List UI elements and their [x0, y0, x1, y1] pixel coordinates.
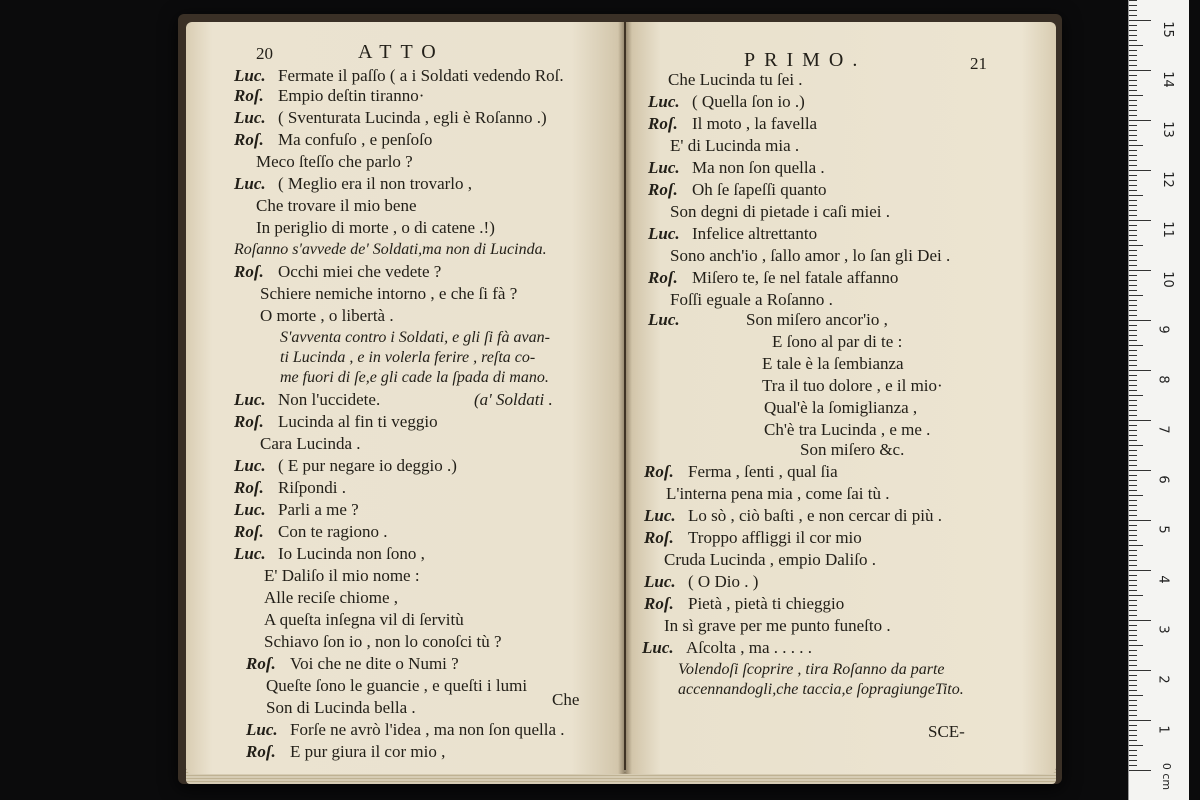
dialogue-line: E ſono al par di te : — [772, 332, 903, 351]
left-page — [186, 22, 624, 774]
ruler-tick — [1129, 560, 1137, 561]
ruler-tick — [1129, 565, 1137, 566]
ruler-tick — [1129, 320, 1151, 321]
ruler-label: 1 — [1155, 725, 1171, 734]
measurement-ruler — [1128, 0, 1189, 800]
ruler-tick — [1129, 180, 1137, 181]
catchword: Che — [552, 690, 580, 709]
dialogue-line: E pur giura il cor mio , — [290, 742, 446, 761]
ruler-tick — [1129, 590, 1137, 591]
ruler-tick — [1129, 200, 1137, 201]
dialogue-line: Meco ſteſſo che parlo ? — [256, 152, 413, 171]
ruler-label: 14 — [1159, 71, 1175, 88]
ruler-tick — [1129, 270, 1151, 271]
stage-direction: Volendoſi ſcoprire , tira Roſanno da parte — [678, 661, 945, 678]
dialogue-line: ( E pur negare io deggio .) — [278, 456, 457, 475]
ruler-tick — [1129, 685, 1137, 686]
dialogue-line: Aſcolta , ma . . . . . — [686, 638, 813, 657]
ruler-tick — [1129, 435, 1137, 436]
ruler-tick — [1129, 765, 1137, 766]
ruler-tick — [1129, 455, 1137, 456]
ruler-tick — [1129, 60, 1137, 61]
ruler-tick — [1129, 65, 1137, 66]
ruler-label: 0 cm — [1160, 762, 1174, 791]
ruler-tick — [1129, 405, 1137, 406]
speaker-label: Roſ. — [644, 528, 674, 547]
dialogue-line: Con te ragiono . — [278, 522, 388, 541]
ruler-tick — [1129, 445, 1143, 446]
ruler-tick — [1129, 440, 1137, 441]
ruler-tick — [1129, 210, 1137, 211]
ruler-tick — [1129, 730, 1137, 731]
dialogue-line: E tale è la ſembianza — [762, 354, 904, 373]
ruler-tick — [1129, 515, 1137, 516]
dialogue-line: Io Lucinda non ſono , — [278, 544, 425, 563]
ruler-tick — [1129, 525, 1137, 526]
ruler-tick — [1129, 265, 1137, 266]
ruler-tick — [1129, 490, 1137, 491]
dialogue-line: Son miſero ancor'io , — [746, 310, 888, 329]
dialogue-line: Oh ſe ſapeſſi quanto — [692, 180, 827, 199]
ruler-tick — [1129, 205, 1137, 206]
ruler-tick — [1129, 190, 1137, 191]
dialogue-line: Son degni di pietade i caſi miei . — [670, 202, 891, 221]
ruler-tick — [1129, 105, 1137, 106]
ruler-tick — [1129, 50, 1137, 51]
ruler-tick — [1129, 420, 1151, 421]
ruler-label: 7 — [1155, 425, 1171, 434]
dialogue-line: Fermate il paſſo ( a i Soldati vedendo Roſ. — [278, 66, 564, 85]
stage-direction: S'avventa contro i Soldati, e gli ſi fà avan- — [280, 329, 550, 346]
ruler-tick — [1129, 585, 1137, 586]
dialogue-line: Occhi miei che vedete ? — [278, 262, 442, 281]
speaker-label: Roſ. — [246, 654, 276, 673]
ruler-tick — [1129, 30, 1137, 31]
ruler-tick — [1129, 140, 1137, 141]
ruler-label: 9 — [1155, 325, 1171, 334]
dialogue-line: Foſſi eguale a Roſanno . — [670, 290, 833, 309]
ruler-tick — [1129, 135, 1137, 136]
dialogue-line: Lucinda al fin ti veggio — [278, 412, 438, 431]
ruler-tick — [1129, 10, 1137, 11]
ruler-tick — [1129, 465, 1137, 466]
ruler-tick — [1129, 605, 1137, 606]
ruler-tick — [1129, 735, 1137, 736]
ruler-label: 3 — [1155, 625, 1171, 634]
speaker-label: Luc. — [234, 66, 266, 85]
ruler-tick — [1129, 635, 1137, 636]
ruler-tick — [1129, 410, 1137, 411]
ruler-label: 12 — [1159, 171, 1175, 188]
ruler-tick — [1129, 550, 1137, 551]
ruler-label: 10 — [1159, 271, 1175, 288]
dialogue-line: Il moto , la favella — [692, 114, 818, 133]
ruler-label: 2 — [1155, 675, 1171, 684]
ruler-tick — [1129, 5, 1137, 6]
dialogue-line: Pietà , pietà ti chieggio — [688, 594, 845, 613]
ruler-tick — [1129, 15, 1137, 16]
dialogue-line: A queſta inſegna vil di ſervitù — [264, 610, 464, 629]
stage-aside: (a' Soldati . — [474, 390, 553, 409]
ruler-tick — [1129, 340, 1137, 341]
running-header: ATTO — [358, 41, 445, 63]
speaker-label: Roſ. — [234, 86, 264, 105]
ruler-tick — [1129, 350, 1137, 351]
dialogue-line: ( O Dio . ) — [688, 572, 759, 591]
ruler-tick — [1129, 385, 1137, 386]
dialogue-line: Son miſero &c. — [800, 440, 905, 459]
ruler-tick — [1129, 495, 1143, 496]
ruler-tick — [1129, 345, 1143, 346]
ruler-tick — [1129, 705, 1137, 706]
ruler-tick — [1129, 330, 1137, 331]
ruler-tick — [1129, 170, 1151, 171]
ruler-tick — [1129, 335, 1137, 336]
ruler-tick — [1129, 365, 1137, 366]
dialogue-line: In periglio di morte , o di catene .!) — [256, 218, 495, 237]
speaker-label: Roſ. — [234, 522, 264, 541]
dialogue-line: Sono anch'io , ſallo amor , lo ſan gli Dei . — [670, 246, 951, 265]
ruler-tick — [1129, 485, 1137, 486]
ruler-tick — [1129, 285, 1137, 286]
ruler-tick — [1129, 195, 1143, 196]
ruler-tick — [1129, 120, 1151, 121]
dialogue-line: Ch'è tra Lucinda , e me . — [764, 420, 931, 439]
ruler-tick — [1129, 150, 1137, 151]
ruler-tick — [1129, 240, 1137, 241]
ruler-tick — [1129, 75, 1137, 76]
speaker-label: Roſ. — [234, 130, 264, 149]
ruler-label: 8 — [1155, 375, 1171, 384]
speaker-label: Roſ. — [644, 594, 674, 613]
speaker-label: Luc. — [648, 92, 680, 111]
ruler-tick — [1129, 470, 1151, 471]
ruler-tick — [1129, 215, 1137, 216]
speaker-label: Roſ. — [234, 412, 264, 431]
ruler-label: 11 — [1159, 221, 1175, 238]
dialogue-line: Alle reciſe chiome , — [264, 588, 399, 607]
ruler-tick — [1129, 430, 1137, 431]
ruler-tick — [1129, 300, 1137, 301]
speaker-label: Roſ. — [246, 742, 276, 761]
dialogue-line: Parli a me ? — [278, 500, 359, 519]
dialogue-line: Che Lucinda tu ſei . — [668, 70, 803, 89]
dialogue-line: E' Daliſo il mio nome : — [264, 566, 420, 585]
ruler-tick — [1129, 715, 1137, 716]
dialogue-line: ( Sventurata Lucinda , egli è Roſanno .) — [278, 108, 547, 127]
speaker-label: Luc. — [644, 506, 676, 525]
speaker-label: Roſ. — [648, 180, 678, 199]
ruler-tick — [1129, 400, 1137, 401]
ruler-tick — [1129, 250, 1137, 251]
ruler-tick — [1129, 165, 1137, 166]
ruler-tick — [1129, 160, 1137, 161]
ruler-tick — [1129, 370, 1151, 371]
ruler-tick — [1129, 760, 1137, 761]
ruler-tick — [1129, 545, 1143, 546]
stage-direction: accennandogli,che taccia,e ſopragiungeTito. — [678, 681, 964, 698]
ruler-tick — [1129, 670, 1151, 671]
ruler-tick — [1129, 500, 1137, 501]
ruler-tick — [1129, 95, 1143, 96]
ruler-tick — [1129, 695, 1143, 696]
ruler-tick — [1129, 630, 1137, 631]
page-number: 20 — [256, 44, 273, 63]
ruler-tick — [1129, 425, 1137, 426]
dialogue-line: Infelice altrettanto — [692, 224, 818, 243]
dialogue-line: E' di Lucinda mia . — [670, 136, 800, 155]
ruler-tick — [1129, 305, 1137, 306]
ruler-tick — [1129, 70, 1151, 71]
ruler-tick — [1129, 110, 1137, 111]
ruler-tick — [1129, 100, 1137, 101]
ruler-tick — [1129, 615, 1137, 616]
stage-direction: ti Lucinda , e in volerla ferire , reſta co- — [280, 349, 536, 366]
dialogue-line: Ferma , ſenti , qual ſia — [688, 462, 838, 481]
ruler-tick — [1129, 745, 1143, 746]
ruler-tick — [1129, 260, 1137, 261]
right-page — [626, 22, 1056, 774]
ruler-tick — [1129, 380, 1137, 381]
ruler-tick — [1129, 645, 1143, 646]
ruler-tick — [1129, 45, 1143, 46]
ruler-tick — [1129, 395, 1143, 396]
ruler-label: 4 — [1155, 575, 1171, 584]
dialogue-line: Empio deſtin tiranno· — [278, 86, 425, 105]
speaker-label: Roſ. — [234, 262, 264, 281]
dialogue-line: Queſte ſono le guancie , e queſti i lumi — [266, 676, 528, 695]
ruler-tick — [1129, 725, 1137, 726]
ruler-tick — [1129, 720, 1151, 721]
ruler-tick — [1129, 220, 1151, 221]
dialogue-line: In sì grave per me punto funeſto . — [664, 616, 891, 635]
ruler-tick — [1129, 640, 1137, 641]
ruler-tick — [1129, 570, 1151, 571]
dialogue-line: Tra il tuo dolore , e il mio· — [762, 376, 943, 395]
ruler-tick — [1129, 375, 1137, 376]
dialogue-line: Non l'uccidete. — [278, 390, 381, 409]
speaker-label: Roſ. — [234, 478, 264, 497]
ruler-tick — [1129, 740, 1137, 741]
dialogue-line: Schiavo ſon io , non lo conoſci tù ? — [264, 632, 502, 651]
ruler-tick — [1129, 235, 1137, 236]
ruler-tick — [1129, 460, 1137, 461]
ruler-tick — [1129, 690, 1137, 691]
ruler-tick — [1129, 225, 1137, 226]
ruler-tick — [1129, 595, 1143, 596]
dialogue-line: Che trovare il mio bene — [256, 196, 417, 215]
ruler-tick — [1129, 580, 1137, 581]
dialogue-line: Ma non ſon quella . — [692, 158, 825, 177]
speaker-label: Luc. — [246, 720, 278, 739]
ruler-tick — [1129, 650, 1137, 651]
ruler-tick — [1129, 360, 1137, 361]
ruler-tick — [1129, 710, 1137, 711]
ruler-tick — [1129, 535, 1137, 536]
ruler-label: 15 — [1159, 21, 1175, 38]
dialogue-line: ( Meglio era il non trovarlo , — [278, 174, 473, 193]
ruler-tick — [1129, 0, 1137, 1]
ruler-tick — [1129, 600, 1137, 601]
dialogue-line: Cruda Lucinda , empio Daliſo . — [664, 550, 876, 569]
ruler-tick — [1129, 115, 1137, 116]
ruler-tick — [1129, 310, 1137, 311]
speaker-label: Luc. — [234, 500, 266, 519]
ruler-tick — [1129, 280, 1137, 281]
speaker-label: Luc. — [234, 174, 266, 193]
ruler-tick — [1129, 510, 1137, 511]
ruler-tick — [1129, 125, 1137, 126]
dialogue-line: Forſe ne avrò l'idea , ma non ſon quella . — [290, 720, 565, 739]
ruler-tick — [1129, 175, 1137, 176]
ruler-tick — [1129, 575, 1137, 576]
ruler-tick — [1129, 665, 1137, 666]
ruler-tick — [1129, 255, 1137, 256]
dialogue-line: L'interna pena mia , come ſai tù . — [666, 484, 890, 503]
ruler-tick — [1129, 675, 1137, 676]
ruler-tick — [1129, 750, 1137, 751]
stage-direction: Roſanno s'avvede de' Soldati,ma non di Lucinda. — [234, 241, 547, 258]
ruler-tick — [1129, 325, 1137, 326]
ruler-tick — [1129, 530, 1137, 531]
ruler-tick — [1129, 80, 1137, 81]
ruler-tick — [1129, 505, 1137, 506]
ruler-tick — [1129, 130, 1137, 131]
ruler-label: 6 — [1155, 475, 1171, 484]
ruler-tick — [1129, 230, 1137, 231]
ruler-tick — [1129, 275, 1137, 276]
dialogue-line: Qual'è la ſomiglianza , — [764, 398, 918, 417]
dialogue-line: Lo sò , ciò baſti , e non cercar di più . — [688, 506, 942, 525]
ruler-tick — [1129, 295, 1143, 296]
dialogue-line: Miſero te, ſe nel fatale affanno — [692, 268, 899, 287]
ruler-label: 13 — [1159, 121, 1175, 138]
ruler-tick — [1129, 290, 1137, 291]
ruler-tick — [1129, 415, 1137, 416]
dialogue-line: Schiere nemiche intorno , e che ſi fà ? — [260, 284, 518, 303]
ruler-tick — [1129, 655, 1137, 656]
ruler-tick — [1129, 55, 1137, 56]
ruler-tick — [1129, 475, 1137, 476]
book-gutter — [618, 22, 632, 774]
speaker-label: Luc. — [234, 108, 266, 127]
ruler-tick — [1129, 155, 1137, 156]
speaker-label: Luc. — [648, 224, 680, 243]
dialogue-line: Cara Lucinda . — [260, 434, 361, 453]
speaker-label: Luc. — [642, 638, 674, 657]
ruler-tick — [1129, 540, 1137, 541]
dialogue-line: Ma confuſo , e penſoſo — [278, 130, 433, 149]
ruler-tick — [1129, 185, 1137, 186]
ruler-tick — [1129, 520, 1151, 521]
ruler-tick — [1129, 450, 1137, 451]
ruler-tick — [1129, 25, 1137, 26]
ruler-label: 5 — [1155, 525, 1171, 534]
ruler-tick — [1129, 85, 1137, 86]
ruler-tick — [1129, 20, 1151, 21]
dialogue-line: Son di Lucinda bella . — [266, 698, 416, 717]
running-header: PRIMO. — [744, 49, 867, 71]
ruler-tick — [1129, 390, 1137, 391]
speaker-label: Luc. — [234, 544, 266, 563]
speaker-label: Luc. — [234, 456, 266, 475]
ruler-tick — [1129, 555, 1137, 556]
ruler-tick — [1129, 90, 1137, 91]
ruler-tick — [1129, 315, 1137, 316]
speaker-label: Luc. — [234, 390, 266, 409]
ruler-tick — [1129, 355, 1137, 356]
page-number: 21 — [970, 54, 987, 73]
speaker-label: Luc. — [644, 572, 676, 591]
ruler-tick — [1129, 40, 1137, 41]
ruler-tick — [1129, 480, 1137, 481]
ruler-tick — [1129, 680, 1137, 681]
speaker-label: Luc. — [648, 158, 680, 177]
catchword: SCE- — [928, 722, 965, 741]
ruler-tick — [1129, 610, 1137, 611]
ruler-tick — [1129, 770, 1151, 771]
ruler-tick — [1129, 620, 1151, 621]
dialogue-line: ( Quella ſon io .) — [692, 92, 805, 111]
speaker-label: Roſ. — [648, 268, 678, 287]
dialogue-line: Troppo affliggi il cor mio — [688, 528, 862, 547]
dialogue-line: Riſpondi . — [278, 478, 347, 497]
ruler-tick — [1129, 660, 1137, 661]
stage-direction: me fuori di ſe,e gli cade la ſpada di mano. — [280, 369, 549, 386]
ruler-tick — [1129, 755, 1137, 756]
dialogue-line: O morte , o libertà . — [260, 306, 394, 325]
ruler-tick — [1129, 245, 1143, 246]
ruler-tick — [1129, 35, 1137, 36]
ruler-tick — [1129, 700, 1137, 701]
ruler-tick — [1129, 625, 1137, 626]
speaker-label: Roſ. — [644, 462, 674, 481]
ruler-tick — [1129, 145, 1143, 146]
speaker-label: Roſ. — [648, 114, 678, 133]
speaker-label: Luc. — [648, 310, 680, 329]
dialogue-line: Voi che ne dite o Numi ? — [290, 654, 459, 673]
